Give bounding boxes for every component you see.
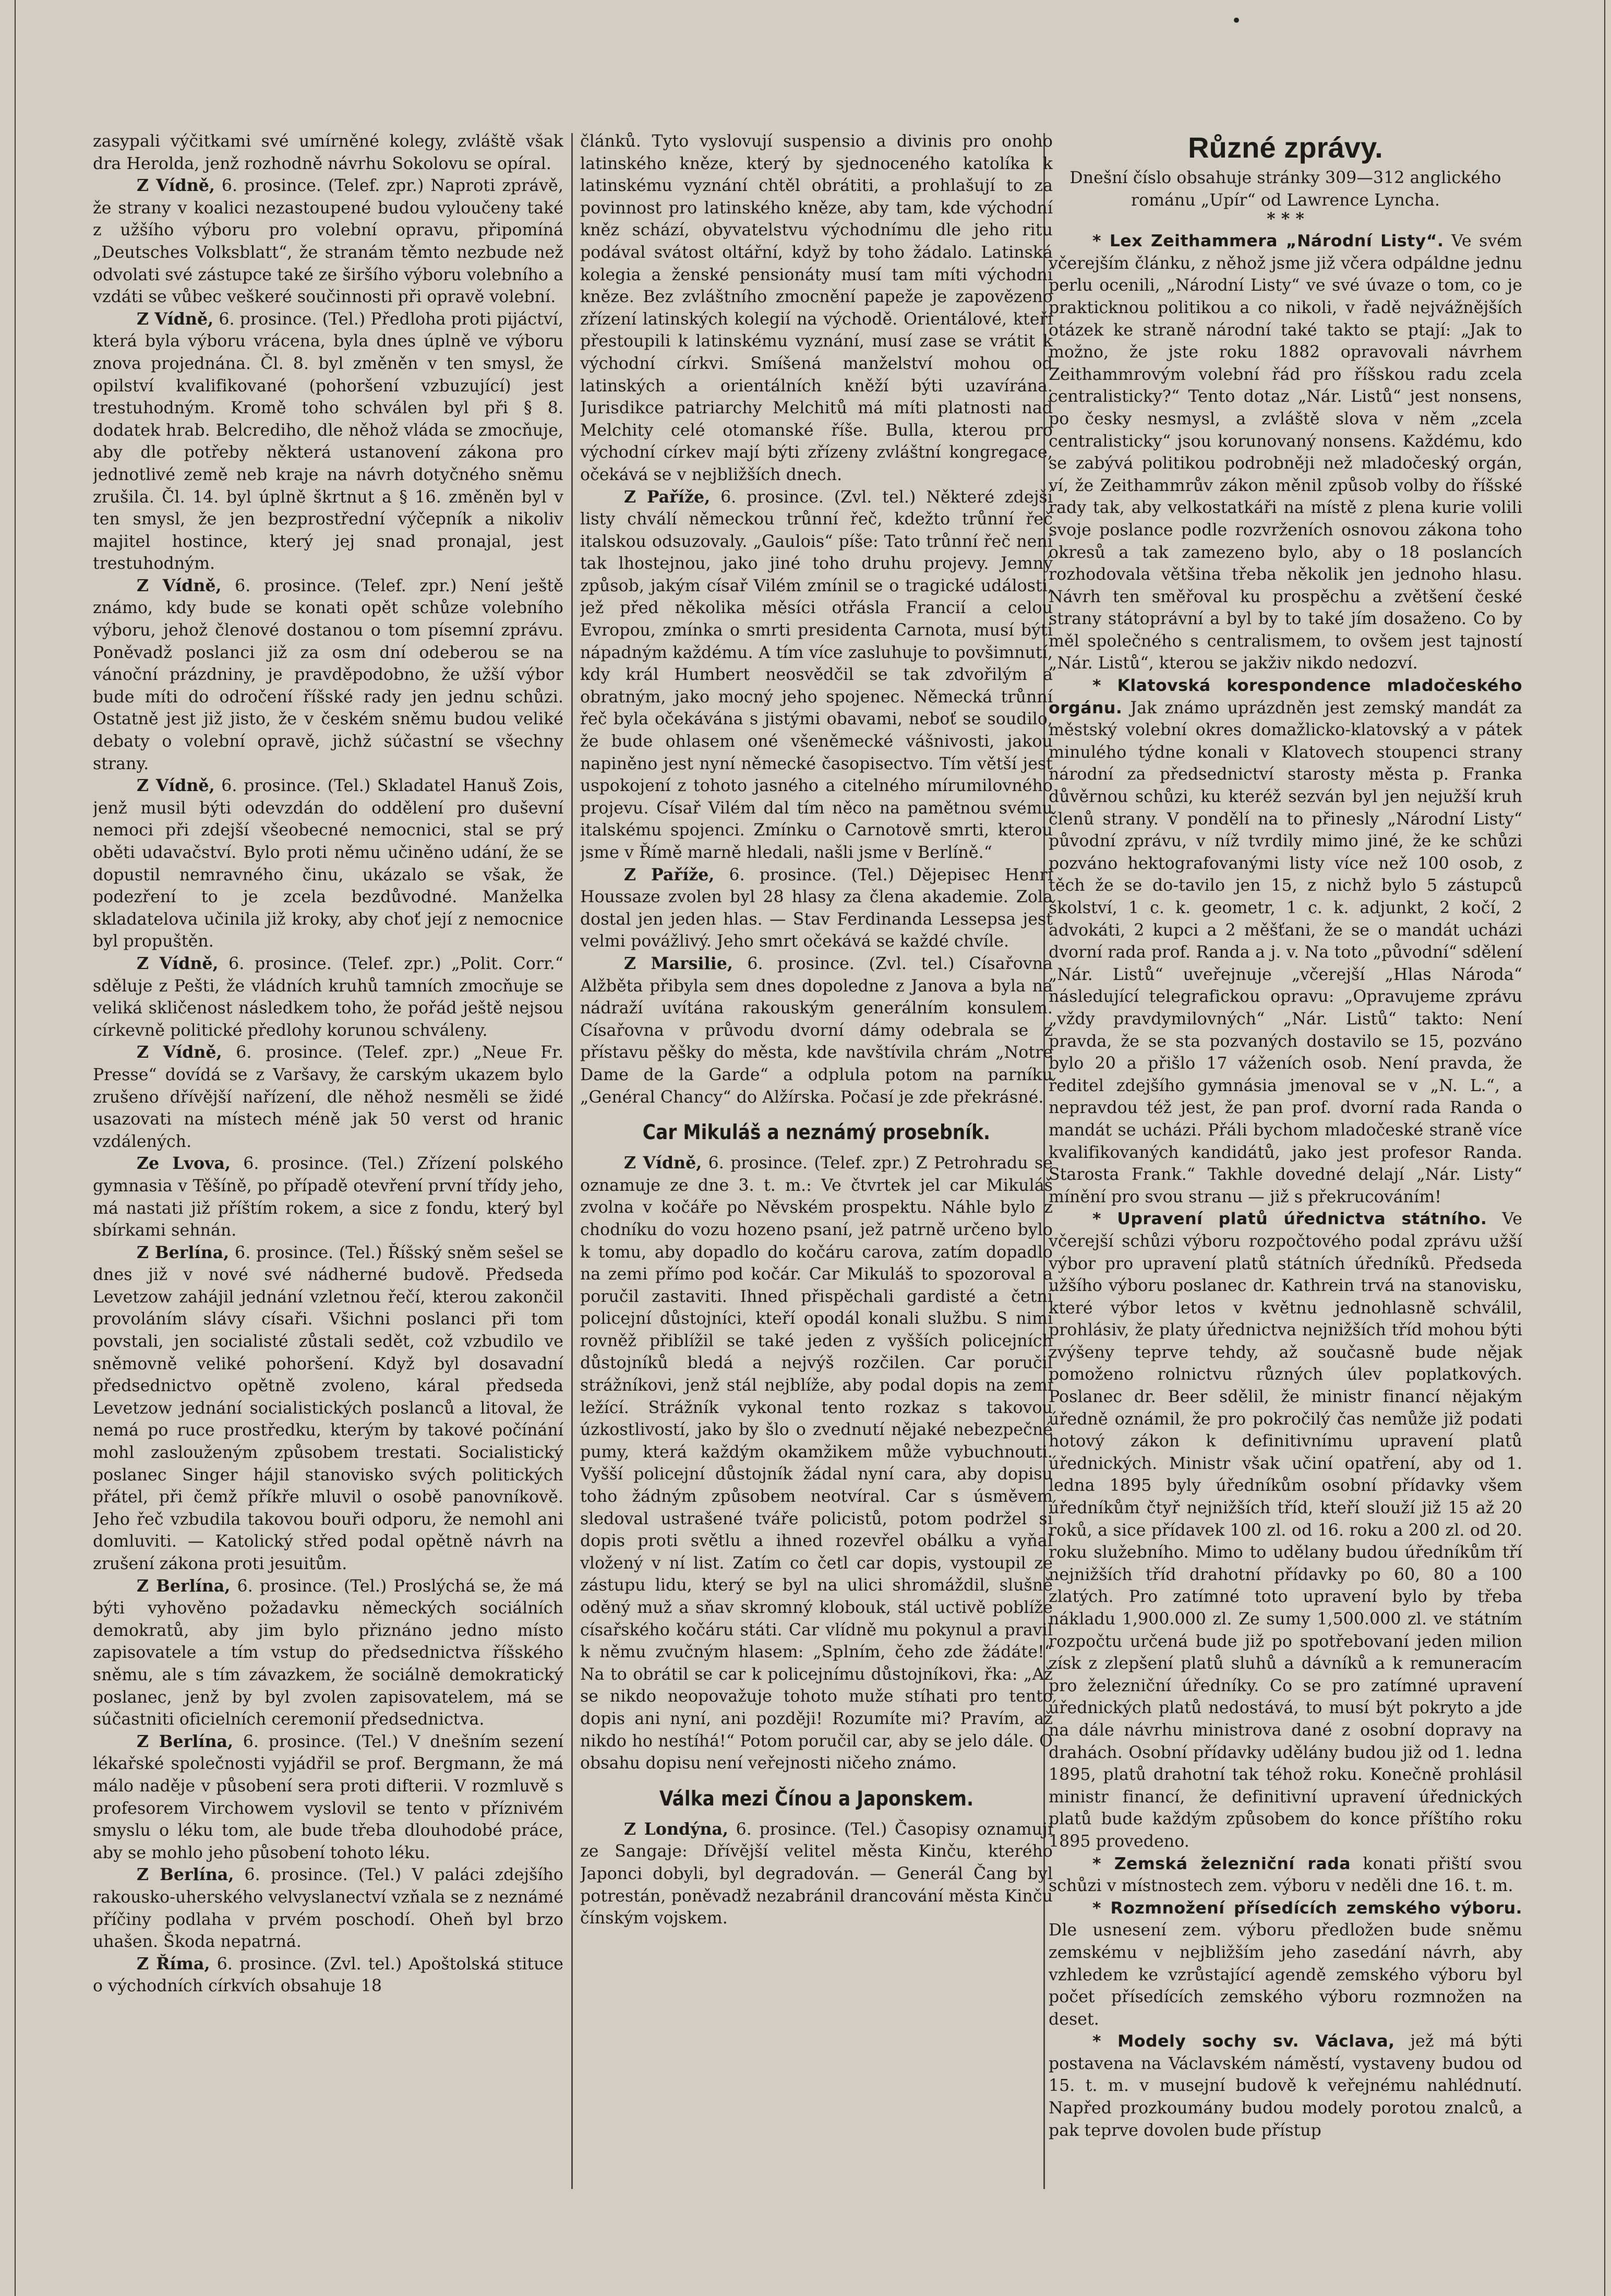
news-text: 6. prosince. (Tel.) Předloha proti pijáctví, která byla výboru vrácena, byla dnes úplně ve výboru znova projednána. Čl. 8. byl změněn v ten smysl, že opilství kvalifikované (pohoršení vzbuzující) jest trestuhodným. Kromě toho schválen byl při § 8. dodatek hrab. Belcrediho, dle něhož vláda se zmocňuje, aby dle potřeby některá ustanovení zákona pro jednotlivé země neb kraje na návrh dotyčného sněmu zrušila. Čl. 14. byl úplně škrtnut a § 16. změněn byl v ten smysl, že jen bezprostřední výčepník a nikoliv majitel hostince, který jej snad pronajal, jest trestuhodným. (93, 309, 563, 573)
news-text: 6. prosince. (Telef. zpr.) Není ještě známo, kdy bude se konati opět schůze volebního výboru, jehož členové dostanou o tom písemní zprávu. Poněvadž poslanci již za osm dní odeberou se na vánoční prázdniny, je pravděpodobno, že užší výbor bude míti do odročení říšské rady jen jednu schůzi. Ostatně jest již jisto, že v českém sněmu budou veliké debaty o volební opravě, jichž súčastní se všechny strany. (93, 576, 563, 773)
dateline: Z Říma, (137, 1954, 210, 1974)
article-continuation: článků. Tyto vyslovují suspensio a divinis pro onoho latinského kněze, který by sjednoceného katolíka k latinskému vyznání chtěl obrátiti, a prohlašují to za povinnost pro latinského kněze, aby tam, kde východní kněz schází, obyvatelstvu východnímu dle jeho ritu podával svátost oltářní, když by toho žádalo. Latinská kolegia a ženské pensionáty musí tam míti východní kněze. Bez zvláštního zmocnění papeže je zapovězeno zřízení latinských kolegií na východě. Orientálové, kteří přestoupili k latinskému vyznání, musí zase se vrátit k východní církvi. Smíšená manželství mohou od latinských a orientálních kněží býti uzavírána. Jurisdikce patriarchy Melchitů má míti platnosti nad Melchity celé otomanské říše. Bulla, kterou pro východní církev mají býti zřízeny zvláštní kongregace, očekává se v nejbližších dnech. (580, 132, 1053, 484)
news-item (93, 1731, 563, 1864)
news-text: 6. prosince. (Tel.) Dějepisec Henri Houssaze zvolen byl 28 hlasy za člena akademie. Zola dostal jen jeden hlas. — Stav Ferdinanda Lessepsa jest velmi povážlivý. Jeho smrt očekává se každé chvíle. (580, 865, 1053, 951)
dateline: Z Vídně, (137, 309, 214, 329)
news-item (1049, 675, 1522, 1208)
news-text: 6. prosince. (Zvl. tel.) Některé zdejší listy chválí německou trůnní řeč, kdežto trůnní řeč italskou odsuzovaly. „Gaulois“ píše: Tato trůnní řeč není tak lhostejnou, jako jiné toho druhu projevy. Jemný způsob, jakým císař Vilém zmínil se o tragické události, jež před několika měsíci otřásla Francií a celou Evropou, zmínka o smrti presidenta Carnota, musí býti nápadným každému. A tím více zasluhuje to povšimnutí, kdy král Humbert neosvědčil se tak zdvořilým a obratným, jako mocný jeho spojenec. Německá trůnní řeč byla očekávána s jistými obavami, neboť se soudilo, že bude ohlasem oné všeněmecké vášnivosti, jakou napiněno jest nyní německé časopisectvo. Tím větší jest uspokojení z tohoto jasného a citelného mírumilovného projevu. Císař Vilém dal tím něco na pamětnou svému italskému spojenci. Zmínku o Carnotově smrti, kterou jsme v Římě marně hledali, našli jsme v Berlíně.“ (580, 487, 1053, 862)
dateline: Z Berlína, (137, 1576, 231, 1596)
news-item (1049, 1897, 1522, 2031)
dateline: Z Paříže, (624, 487, 711, 507)
article-continuation: zasypali výčitkami své umírněné kolegy, zvláště však dra Herolda, jenž rozhodně návrhu Sokolovu se opíral. (93, 132, 563, 173)
news-item (580, 486, 1053, 864)
news-item (1049, 1208, 1522, 1852)
news-item (1049, 2030, 1522, 2142)
news-text: konati přiští svou schůzi v místnostech zem. výboru v neděli dne 16. t. m. (1049, 1854, 1522, 1896)
news-text: Ve včerejší schůzi výboru rozpočtového podal zprávu užší výbor pro upravení platů státních úředníků. Předseda užšího výboru poslanec dr. Kathrein trvá na stanovisku, které výbor letos v květnu jednohlasně schválil, prohlásiv, že platy úřednictva nejnižších tříd mohou býti zvýšeny teprve tehdy, až současně bude nějak pomoženo rolnictvu různých úlev poplatkových. Poslanec dr. Beer sdělil, že ministr financí nějakým úředně oznámil, že pro pokročilý čas nemůže již podati hotový zákon k definitivnímu upravení platů úřednických. Ministr však učiní opatření, aby od 1. ledna 1895 byly úředníkům osobní přídavky všem úředníkům čtyř nejnižších tříd, kteří slouží již 15 až 20 roků, a sice přídavek 100 zl. od 16. roku a 200 zl. od 20. roku služebního. Mimo to udělany budou úředníkům tří nejnižších tříd drahotní přídavky po 60, 80 a 100 zlatých. Pro zatímné toto upravení bylo by třeba nákladu 1,900.000 zl. Ze sumy 1,500.000 zl. ve státním rozpočtu určená bude již po spotřebovaní jeden milion získ z zlepšení platů sluhů a dávníků a k remuneracím pro železniční úředníky. Co se pro zatímné upravení úřednických platů nedostává, to musí být pokryto a jde na dále návrhu ministrova dané z osobní dopravy na drahách. Osobní přídavky udělány budou již od 1. ledna 1895, platů drahotní tak téhož roku. Konečně prohlásil ministr financí, že definitivní upravení úřednických platů bude každým způsobem do konce příštího roku 1895 provedeno. (1049, 1210, 1522, 1851)
separator-stars: * * * (1267, 209, 1304, 229)
news-item (93, 1864, 563, 1953)
column-1 (93, 130, 563, 2192)
news-item (93, 1953, 563, 1998)
column-2 (580, 130, 1053, 2192)
news-item (93, 775, 563, 953)
news-text: 6. prosince. (Telef. zpr.) „Polit. Corr.“ sděluje z Pešti, že vládních kruhů tamních zmocňuje se veliká skličenost následkem toho, že pořád ještě nejsou církevně politické předlohy korunou schváleny. (93, 954, 563, 1040)
dateline: Z Vídně, (137, 1043, 222, 1062)
news-item (1049, 1853, 1522, 1897)
news-item (93, 1153, 563, 1241)
news-item (580, 864, 1053, 953)
news-text: 6. prosince. (Tel.) V paláci zdejšího rakousko-uherského velvyslanectví vzňala se z neznámé příčiny podlaha v prvém poschodí. Oheň byl brzo uhašen. Škoda nepatrná. (93, 1866, 563, 1952)
item-heading: * Lex Zeithammera „Národní Listy“. (1092, 232, 1444, 251)
dateline: Z Vídně, (137, 576, 222, 595)
scan-edge-right (1604, 0, 1605, 2296)
news-text: Dle usnesení zem. výboru předložen bude sněmu zemskému v nejbližším jeho zasedání návrh, aby vzhledem ke vzrůstající agendě zemského výboru byl počet přísedících zemského výboru rozmnožen na deset. (1049, 1921, 1522, 2029)
item-heading: * Modely sochy sv. Václava, (1092, 2032, 1395, 2051)
news-item (93, 175, 563, 308)
news-item (93, 953, 563, 1042)
section-title: Různé zprávy. (1188, 131, 1383, 164)
news-text: Jak známo uprázdněn jest zemský mandát za městský volební okres domažlicko-klatovský a v pátek minulého týdne konali v Klatovech stoupenci strany národní za předsednictví starosty města p. Franka důvěrnou schůzi, ku kteréž sezván byl jen nejužší kruh členů strany. V pondělí na to přinesly „Národní Listy“ původní zprávu, v níž tvrdily mimo jiné, že ke schůzi pozváno hektografovanými listy více než 100 osob, z těch že se do-tavilo jen 15, z nichž bylo 5 zástupců školství, 1 c. k. geometr, 1 c. k. adjunkt, 2 kočí, 2 advokáti, 2 kupci a 2 měšťani, že se o mandát ucházi dvorní rada prof. Randa a j. v. Na toto „původní“ sdělení „Nár. Listů“ uveřejnuje „včerejší „Hlas Národa“ následující telegrafickou opravu: „Opravujeme zprávu „vždy pravdymilovných“ „Nár. Listů“ takto: Není pravda, že se sta pozvaných dostavilo se 15, pozváno bylo 20 a přišlo 17 váženích osob. Není pravda, že ředitel zdejšího gymnásia jmenoval se v „N. L.“, a nepravdou též jest, že pan prof. dvorní rada Randa o mandát se ucházi. Přáli bychom mladočeské straně více kvalifikovaných kandidátů, jako jest profesor Randa. Starosta Frank.“ Takhle dovedné delají „Nár. Listy“ mínění pro svou stranu — již s překrucováním! (1049, 698, 1522, 1206)
item-heading: * Rozmnožení přísedících zemského výboru. (1092, 1898, 1522, 1918)
news-text: 6. prosince. (Telef. zpr.) Z Petrohradu se oznamuje ze dne 3. t. m.: Ve čtvrtek jel car Mikuláš zvolna v kočáře po Něvském prospektu. Náhle bylo z chodníku do vozu hozeno psaní, jež patrně určeno bylo k tomu, aby dopadlo do kočáru carova, zatím dopadlo na zemi přímo pod kočár. Car Mikuláš to spozoroval a poručil zastaviti. Ihned přispěchali gardisté a četní policejní důstojníci, kteří opodál konali službu. S nimi rovněž přiblížil se také jeden z vyšších policejních důstojníků bledá a nejvýš rozčilen. Car poručil strážníkovi, jenž stál nejblíže, aby podal dopis na zemi ležící. Strážník vykonal tento rozkaz s takovou úzkostlivostí, jako by šlo o zvednutí nějaké nebezpečné pumy, která každým okamžikem může vybuchnouti. Vyšší policejní důstojník žádal nyní cara, aby dopisu toho žádným způsobem neotvíral. Car s úsměvem sledoval ustrašené tváře policistů, potom podržel si dopis proti světlu a ihned rozevřel obálku a vyňal vložený v ní list. Zatím co četl car dopis, vystoupil ze zástupu lidu, který se byl na ulici shromáždil, slušně oděný muž a sňav skromný klobouk, stál uctivě poblíže císařského kočáru státi. Car vlídně mu pokynul a pravil k němu zvučným hlasem: „Splním, čeho zde žádáte!“ Na to obrátil se car k policejnímu důstojníkovi, řka: „Až se nikdo neopovažuje tohoto muže stíhati pro tento dopis ani nyní, ani později! Rozumíte mi? Pravím, až nikdo ho nestíhá!“ Potom poručil car, aby se jelo dále. O obsahu dopisu není veřejnosti ničeho známo. (580, 1154, 1053, 1773)
dateline: Z Paříže, (624, 865, 715, 884)
section-heading: Car Mikuláš a neznámý prosebník. (642, 1121, 991, 1145)
column-rule-1 (571, 133, 573, 2189)
news-text: jež má býti postavena na Václavském náměstí, vystaveny budou od 15. t. m. v musejní budově k veřejnému nahlédnutí. Napřed prozkoumány budou modely porotou znalců, a pak teprve dovolen bude přístup (1049, 2032, 1522, 2140)
news-item (93, 1042, 563, 1153)
news-text: 6. prosince. (Tel.) Skladatel Hanuš Zois, jenž musil býti odevzdán do oddělení pro duševní nemoci při zdejší všeobecné nemocnici, stal se prý oběti udavačství. Bylo proti němu učiněno udání, že se dopustil nemravného činu, ukázalo se však, že podezření to je zcela bezdůvodné. Manželka skladatelova učinila již kroky, aby choť její z nemocnice byl propuštěn. (93, 776, 563, 951)
news-text: 6. prosince. (Telef. zpr.) Naproti zprávě, že strany v koalici nezastoupené budou vyloučeny také z užšího výboru pro volební opravu, připomíná „Deutsches Volksblatt“, že stranám těmto nezbude než odvolati své zástupce také ze širšího výboru volebního a vzdáti se vůbec veškeré součinnosti při opravě volební. (93, 176, 563, 307)
dateline: Ze Lvova, (137, 1154, 231, 1174)
news-text: 6. prosince. (Zvl. tel.) Apoštolská stituce o východních církvích obsahuje 18 (93, 1954, 563, 1996)
news-text: 6. prosince. (Tel.) Časopisy oznamují ze Sangaje: Dřívější velitel města Kinču, kterého Japonci dobyli, byl degradován. — Generál Čang byl potrestán, poněvadž nezabránil drancování města Kinču čínským vojskem. (580, 1820, 1053, 1928)
news-text: 6. prosince. (Tel.) Proslýchá se, že má býti vyhověno požadavku německých sociálních demokratů, aby jim bylo přiznáno jedno místo zapisovatele a tím vstup do předsednictva říšského sněmu, ale s tím závazkem, že sociálně demokratický poslanec, jenž by byl zvolen zapisovatelem, má se súčastniti oficielních ceremonií předsednictva. (93, 1576, 563, 1729)
news-item (580, 1152, 1053, 1775)
news-item (580, 953, 1053, 1108)
news-text: 6. prosince. (Zvl. tel.) Císařovna Alžběta přibyla sem dnes dopoledne z Janova a byla na nádraží uvítána rakouským generálním konsulem. Císařovna v průvodu dvorní dámy odebrala se z přístavu pěšky do města, kde navštívila chrám „Notre Dame de la Garde“ a odplula potom na parníku „Genéral Chancy“ do Alžírska. Počasí je zde překrásné. (580, 954, 1053, 1107)
dateline: Z Marsilie, (624, 953, 733, 973)
item-heading: * Zemská železniční rada (1092, 1854, 1351, 1873)
dateline: Z Vídně, (137, 176, 215, 196)
column-3 (1049, 130, 1522, 2192)
item-heading: * Upravení platů úřednictva státního. (1092, 1210, 1487, 1229)
news-text: 6. prosince. (Tel.) Říšský sněm sešel se dnes již v nové své nádherné budově. Předseda Levetzow zahájil jednání vzletnou řečí, kterou zakončil provoláním slávy císaři. Všichni poslanci při tom povstali, jen socialisté zůstali sedět, což vzbudilo ve sněmovně veliké pohoršení. Když byl dosavadní předsednictvo opětně zvoleno, káral předseda Levetzow jednání socialistických poslanců a litoval, že nemá po ruce prostředku, kterým by takové počínání mohl zaslouženým způsobem trestati. Socialistický poslanec Singer hájil stanovisko svých politických přátel, při čemž příkře mluvil o osobě panovníkově. Jeho řeč vzbudila takovou bouři odporu, že nemohl ani domluviti. — Katolický střed podal opětně návrh na zrušení zákona proti jesuitům. (93, 1243, 563, 1573)
news-item (93, 308, 563, 575)
item-heading: * Klatovská korespondence mladočeského orgánu. (1049, 676, 1522, 718)
news-text: 6. prosince. (Telef. zpr.) „Neue Fr. Presse“ dovídá se z Varšavy, že carským ukazem bylo zrušeno dřívější nařízení, dle něhož nesměli se židé usazovati na místech méně jak 50 verst od hranic vzdálených. (93, 1043, 563, 1151)
page-mark: • (1231, 10, 1242, 31)
news-item (1049, 230, 1522, 675)
news-item (93, 575, 563, 775)
section-heading: Válka mezi Čínou a Japonskem. (659, 1787, 974, 1811)
news-text: 6. prosince. (Tel.) Zřízení polského gymnasia v Těšíně, po případě otevření první třídy jeho, má nastati již příštím rokem, a sice z fondu, který byl sbírkami sehnán. (93, 1154, 563, 1240)
news-text: Ve svém včerejším článku, z něhož jsme již včera odpáldne jednu perlu ocenili, „Národní Listy“ ve své úvaze o tom, co je prakticknou politikou a co nikoli, v řadě nejvážnějších otázek ke straně národní také takto se ptají: „Jak to možno, že jste roku 1882 opravovali návrhem Zeithammrovým volební řád pro říšskou radu zcela centralisticky?“ Tento dotaz „Nár. Listů“ jest nonsens, po česky nesmysl, a zvláště slova v něm „zcela centralisticky“ jsou korunovaný nonsens. Každému, kdo se zabývá politikou podrobněji než mladočeský orgán, ví, že Zeithammrův zákon měnil způsob volby do říšské rady tak, aby velkostatkáři na místě z plena kurie volili svoje poslance podle rozvrženích osnovou zákona toho okresů a tak zamezeno bylo, aby o 18 poslancích rozhodovala většina třeba několik jen jednoho hlasu. Návrh ten směřoval ku prospěchu a zvětšení české strany státoprávní a byl by to také jím dosaženo. Co by měl společného s centralismem, to ovšem jest tajností „Nár. Listů“, kterou se jakživ nikdo nedozví. (1049, 232, 1522, 673)
news-text: 6. prosince. (Tel.) V dnešním sezení lékařské společnosti vyjádřil se prof. Bergmann, že má málo naděje v působení sera proti difterii. V rozmluvě s profesorem Virchowem vyslovil se tento v příznivém smyslu o léku tom, ale bude třeba dlouhodobé práce, aby se mohlo jeho působení tohoto léku. (93, 1732, 563, 1862)
scan-edge-left (15, 0, 16, 2296)
dateline: Z Berlína, (137, 1865, 234, 1885)
dateline: Z Vídně, (624, 1153, 702, 1173)
dateline: Z Berlína, (137, 1242, 230, 1262)
news-item (93, 1575, 563, 1731)
lead-notice: Dnešní číslo obsahuje stránky 309—312 anglického románu „Upír“ od Lawrence Lyncha. (1069, 169, 1501, 210)
news-item (580, 1819, 1053, 1930)
dateline: Z Vídně, (137, 953, 219, 973)
news-item (93, 1242, 563, 1575)
dateline: Z Londýna, (624, 1819, 729, 1839)
dateline: Z Vídně, (137, 776, 215, 796)
dateline: Z Berlína, (137, 1731, 234, 1751)
